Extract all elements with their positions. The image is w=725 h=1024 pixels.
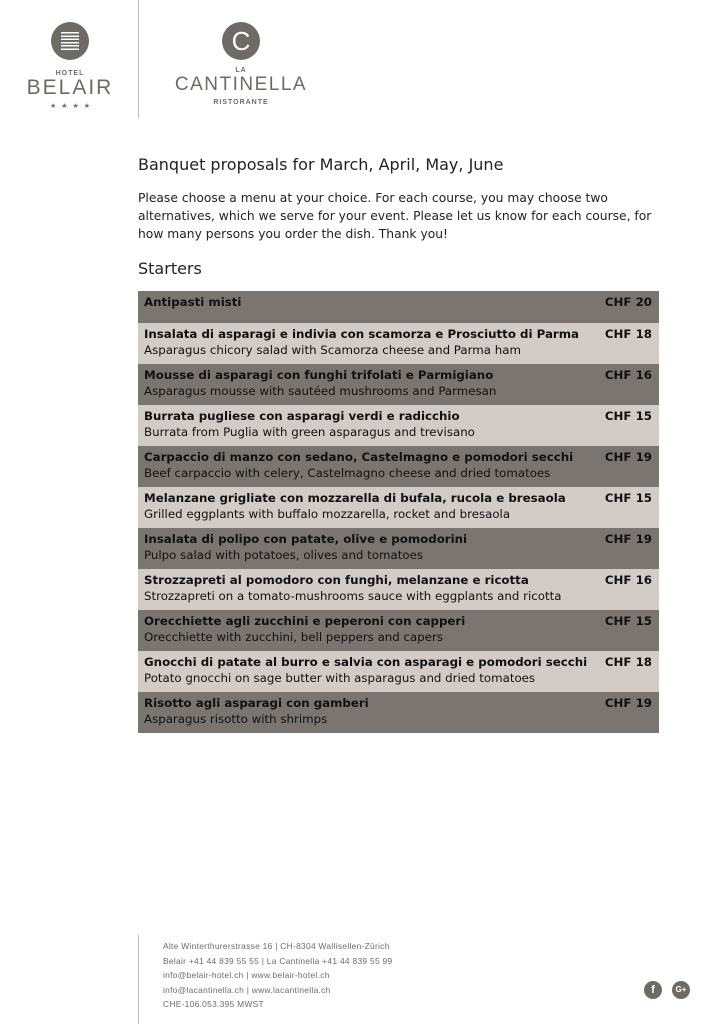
- footer-contact-belair[interactable]: info@belair-hotel.ch | www.belair-hotel.ch: [163, 970, 330, 980]
- la-cantinella-logo[interactable]: [158, 22, 324, 106]
- dish-english-description: Asparagus chicory salad with Scamorza cheese and Parma ham: [144, 343, 521, 357]
- dish-price: CHF 19: [604, 696, 652, 710]
- dish-price: CHF 16: [604, 573, 652, 587]
- dish-english-description: Potato gnocchi on sage butter with asparagus and dried tomatoes: [144, 671, 536, 685]
- footer-contact: [163, 939, 392, 1012]
- belair-stars: ★★★★: [49, 102, 96, 110]
- dish-italian-name: Risotto agli asparagi con gamberi: [144, 696, 369, 710]
- dish-price: CHF 15: [604, 614, 652, 628]
- footer-vat: CHE-106.053.395 MWST: [163, 999, 264, 1009]
- dish-english-description: Asparagus mousse with sautéed mushrooms and Parmesan: [144, 384, 497, 398]
- menu-row: [138, 569, 659, 610]
- dish-english-description: Grilled eggplants with buffalo mozzarella, rocket and bresaola: [144, 507, 511, 521]
- dish-italian-name: Insalata di asparagi e indivia con scamorza e Prosciutto di Parma: [144, 327, 579, 341]
- dish-italian-name: Strozzapreti al pomodoro con funghi, melanzane e ricotta: [144, 573, 529, 587]
- menu-row: [138, 364, 659, 405]
- page-title: Banquet proposals for March, April, May, June: [138, 155, 504, 174]
- belair-emblem-icon: [51, 22, 89, 60]
- dish-price: CHF 18: [604, 327, 652, 341]
- dish-italian-name: Antipasti misti: [144, 295, 242, 309]
- intro-text: Please choose a menu at your choice. For each course, you may choose two alternatives, which we serve for your event. Please let us know for each course, for how many persons you order the dish. Thank you!: [138, 191, 652, 241]
- dish-price: CHF 19: [604, 532, 652, 546]
- footer-address: Alte Winterthurerstrasse 16 | CH-8304 Wallisellen-Zürich: [163, 941, 390, 951]
- hotel-belair-logo[interactable]: [20, 22, 120, 110]
- dish-price: CHF 20: [604, 295, 652, 309]
- dish-price: CHF 16: [604, 368, 652, 382]
- dish-price: CHF 18: [604, 655, 652, 669]
- dish-italian-name: Burrata pugliese con asparagi verdi e radicchio: [144, 409, 460, 423]
- dish-english-description: Burrata from Puglia with green asparagus and trevisano: [144, 425, 475, 439]
- dish-english-description: Asparagus risotto with shrimps: [144, 712, 328, 726]
- dish-italian-name: Insalata di polipo con patate, olive e pomodorini: [144, 532, 468, 546]
- menu-row: [138, 487, 659, 528]
- section-title-starters: Starters: [138, 259, 202, 278]
- menu-row: [138, 446, 659, 487]
- menu-row: [138, 651, 659, 692]
- cantinella-logo-name: CANTINELLA: [174, 74, 308, 95]
- footer-contact-cantinella[interactable]: info@lacantinella.ch | www.lacantinella.ch: [163, 984, 331, 995]
- dish-italian-name: Carpaccio di manzo con sedano, Castelmagno e pomodori secchi: [144, 450, 574, 464]
- google-plus-icon[interactable]: G+: [672, 981, 690, 999]
- belair-logo-small: HOTEL: [55, 70, 85, 77]
- cantinella-emblem-icon: C: [222, 22, 260, 60]
- dish-price: CHF 19: [604, 450, 652, 464]
- dish-italian-name: Gnocchi di patate al burro e salvia con asparagi e pomodori secchi: [144, 655, 588, 669]
- dish-english-description: Orecchiette with zucchini, bell peppers and capers: [144, 630, 443, 644]
- menu-row: [138, 692, 659, 733]
- dish-italian-name: Mousse di asparagi con funghi trifolati e Parmigiano: [144, 368, 494, 382]
- dish-english-description: Strozzapreti on a tomato-mushrooms sauce with eggplants and ricotta: [144, 589, 562, 603]
- menu-row: [138, 528, 659, 569]
- footer-divider: [138, 935, 139, 1024]
- dish-price: CHF 15: [604, 491, 652, 505]
- belair-logo-name: BELAIR: [26, 76, 114, 99]
- menu-row: [138, 291, 659, 323]
- cantinella-logo-sub: RISTORANTE: [213, 99, 269, 106]
- header-divider: [138, 0, 139, 118]
- menu-row: [138, 405, 659, 446]
- facebook-icon[interactable]: f: [644, 981, 662, 999]
- dish-price: CHF 15: [604, 409, 652, 423]
- cantinella-logo-small: LA: [235, 67, 247, 74]
- starters-menu-table: [138, 291, 659, 733]
- menu-row: [138, 323, 659, 364]
- dish-english-description: Beef carpaccio with celery, Castelmagno cheese and dried tomatoes: [144, 466, 551, 480]
- dish-italian-name: Melanzane grigliate con mozzarella di bufala, rucola e bresaola: [144, 491, 566, 505]
- footer-phones: Belair +41 44 839 55 55 | La Cantinella +41 44 839 55 99: [163, 955, 393, 966]
- menu-row: [138, 610, 659, 651]
- dish-english-description: Pulpo salad with potatoes, olives and tomatoes: [144, 548, 423, 562]
- dish-italian-name: Orecchiette agli zucchini e peperoni con capperi: [144, 614, 466, 628]
